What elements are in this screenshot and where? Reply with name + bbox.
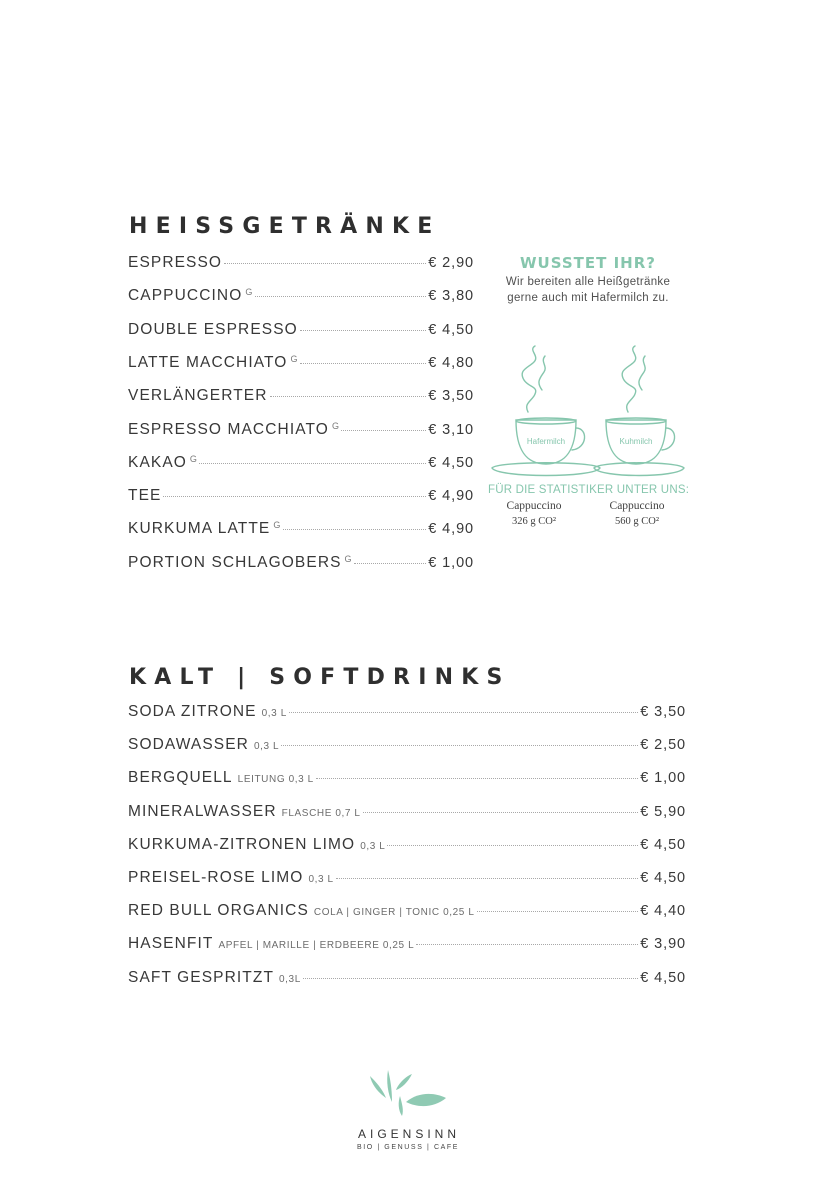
stat-left	[489, 498, 579, 530]
item-size: 0,3 L	[308, 874, 334, 885]
dotted-leader	[300, 363, 426, 364]
item-price: € 4,50	[640, 870, 686, 886]
item-name: LATTE MACCHIATO	[128, 353, 288, 371]
item-price: € 1,00	[428, 554, 474, 571]
item-size: COLA | GINGER | TONIC 0,25 L	[313, 907, 475, 919]
item-name: MINERALWASSER	[128, 802, 277, 820]
menu-item	[128, 902, 686, 924]
cup-left-label: Hafermilch	[526, 437, 566, 446]
item-name: TEE	[128, 487, 162, 505]
item-allergen-note: G	[189, 453, 198, 464]
item-price: € 4,90	[428, 521, 474, 538]
item-name: KAKAO	[128, 453, 187, 471]
menu-item	[128, 554, 474, 576]
info-text-line-1: Wir bereiten alle Heißgetränke	[505, 276, 671, 288]
dotted-leader	[336, 878, 639, 879]
menu-item	[128, 803, 686, 825]
item-name: KURKUMA-ZITRONEN LIMO	[128, 835, 356, 853]
dotted-leader	[199, 463, 426, 464]
menu-item	[128, 520, 474, 542]
dotted-leader	[289, 712, 638, 713]
item-name: KURKUMA LATTE	[128, 520, 271, 538]
item-name: SODAWASSER	[128, 736, 249, 754]
menu-item	[128, 969, 686, 991]
dotted-leader	[224, 263, 426, 264]
item-allergen-note: G	[290, 353, 298, 364]
dotted-leader	[416, 944, 638, 945]
item-price: € 4,40	[640, 903, 686, 920]
menu-item	[128, 487, 474, 509]
item-price: € 5,90	[640, 803, 686, 820]
item-price: € 3,50	[640, 704, 686, 720]
info-title: WUSSTET IHR?	[520, 254, 656, 272]
item-price: € 4,50	[640, 836, 686, 853]
info-box	[488, 252, 688, 306]
menu-item	[128, 254, 474, 276]
dotted-leader	[255, 296, 426, 297]
item-name: PREISEL-ROSE LIMO	[128, 869, 304, 886]
item-price: € 2,50	[640, 737, 686, 754]
item-name: HASENFIT	[128, 935, 214, 953]
stat-right-value: 560 g CO²	[615, 516, 659, 527]
stat-right-name: Cappuccino	[609, 500, 665, 512]
item-allergen-note: G	[331, 420, 340, 431]
menu-item	[128, 387, 474, 409]
item-name: ESPRESSO MACCHIATO	[128, 420, 329, 438]
item-allergen-note: G	[344, 553, 353, 564]
menu-item	[128, 287, 474, 309]
coffee-cups-illustration	[488, 340, 688, 485]
dotted-leader	[387, 845, 638, 846]
dotted-leader	[363, 812, 639, 813]
stat-left-name: Cappuccino	[506, 500, 562, 512]
item-price: € 4,50	[428, 321, 474, 338]
dotted-leader	[163, 496, 426, 497]
brand-tagline: BIO | GENUSS | CAFE	[356, 1144, 460, 1151]
cow-milk-cup-icon	[594, 346, 684, 476]
brand-name: AIGENSINN	[357, 1127, 460, 1141]
item-price: € 4,80	[428, 354, 474, 371]
info-text-line-2: gerne auch mit Hafermilch zu.	[507, 292, 669, 304]
dotted-leader	[300, 330, 426, 331]
item-size: APFEL | MARILLE | ERDBEERE 0,25 L	[218, 940, 415, 952]
dotted-leader	[477, 911, 639, 912]
cup-right-label: Kuhmilch	[619, 437, 653, 446]
dotted-leader	[341, 430, 426, 431]
brand-logo	[330, 1068, 484, 1151]
stat-left-value: 326 g CO²	[512, 516, 556, 527]
stat-right	[592, 498, 682, 530]
dotted-leader	[354, 563, 426, 564]
item-name: DOUBLE ESPRESSO	[128, 320, 298, 338]
item-name: SODA ZITRONE	[128, 703, 257, 720]
leaf-sprig-icon	[362, 1068, 452, 1118]
item-price: € 3,90	[640, 936, 686, 953]
menu-item	[128, 454, 474, 476]
menu-item	[128, 869, 686, 891]
item-allergen-note: G	[245, 287, 253, 298]
item-price: € 4,90	[428, 488, 474, 505]
item-size: 0,3 L	[360, 840, 386, 852]
item-price: € 2,90	[428, 255, 474, 271]
menu-item	[128, 354, 474, 376]
menu-item	[128, 935, 686, 957]
menu-item	[128, 736, 686, 758]
item-price: € 3,80	[428, 288, 474, 305]
item-size: FLASCHE 0,7 L	[281, 807, 361, 819]
dotted-leader	[270, 396, 427, 397]
dotted-leader	[283, 529, 426, 530]
menu-item	[128, 421, 474, 443]
item-size: 0,3L	[279, 973, 301, 985]
item-price: € 3,10	[428, 421, 474, 438]
oat-milk-cup-icon	[492, 346, 600, 476]
stat-title: FÜR DIE STATISTIKER UNTER UNS:	[488, 484, 690, 496]
item-size: 0,3 L	[253, 741, 280, 753]
item-name: SAFT GESPRITZT	[128, 968, 275, 986]
menu-item	[128, 769, 686, 791]
dotted-leader	[303, 978, 638, 979]
item-price: € 4,50	[428, 454, 474, 471]
item-name: VERLÄNGERTER	[128, 387, 268, 405]
item-price: € 4,50	[640, 969, 686, 986]
item-name: BERGQUELL	[128, 769, 233, 787]
item-price: € 3,50	[428, 388, 474, 405]
item-name: PORTION SCHLAGOBERS	[128, 553, 342, 571]
item-name: CAPPUCCINO	[128, 287, 243, 305]
menu-item	[128, 321, 474, 343]
item-name: RED BULL ORGANICS	[128, 902, 309, 920]
menu-item	[128, 703, 686, 725]
dotted-leader	[281, 745, 638, 746]
item-size: LEITUNG 0,3 L	[237, 774, 314, 786]
hot-drinks-title: HEISSGETRÄNKE	[129, 214, 441, 239]
menu-item	[128, 836, 686, 858]
item-size: 0,3 L	[261, 708, 287, 719]
item-allergen-note: G	[273, 520, 281, 531]
cold-drinks-title: KALT | SOFTDRINKS	[129, 665, 511, 690]
dotted-leader	[316, 778, 638, 779]
item-name: ESPRESSO	[128, 254, 223, 271]
item-price: € 1,00	[640, 770, 686, 787]
